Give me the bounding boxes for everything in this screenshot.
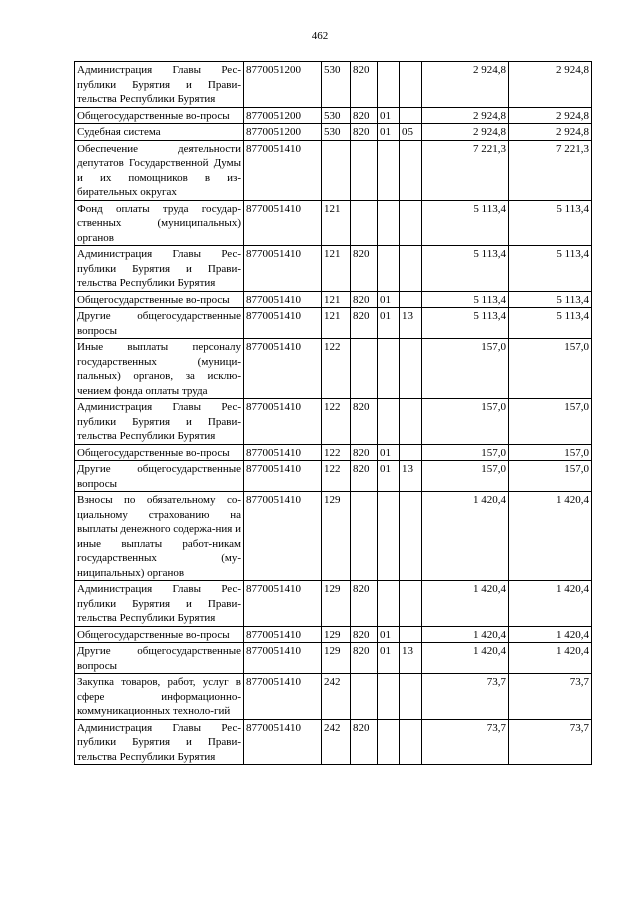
table-row [75, 246, 592, 292]
table-row [75, 581, 592, 627]
administrator-cell [351, 339, 378, 399]
administrator-cell: 820 [351, 291, 378, 308]
table-row [75, 626, 592, 643]
subsection-cell [400, 291, 422, 308]
target-article-cell: 8770051410 [244, 308, 322, 339]
administrator-cell: 820 [351, 626, 378, 643]
administrator-cell [351, 674, 378, 720]
expense-type-cell: 530 [322, 62, 351, 108]
row-name-cell: Взносы по обязательному со-циальному страхованию на выплаты денежного содержа-ния и иные выплаты работ-никам государственных (му-ниципальных) органов [75, 492, 244, 581]
table-row [75, 643, 592, 674]
subsection-cell [400, 581, 422, 627]
subsection-cell: 13 [400, 308, 422, 339]
amount-cell-2: 1 420,4 [509, 643, 592, 674]
target-article-cell: 8770051410 [244, 444, 322, 461]
row-name-cell: Администрация Главы Рес-публики Бурятия и Прави-тельства Республики Бурятия [75, 246, 244, 292]
administrator-cell: 820 [351, 308, 378, 339]
section-cell [378, 674, 400, 720]
amount-cell: 2 924,8 [422, 62, 509, 108]
row-name-cell: Общегосударственные во-просы [75, 107, 244, 124]
target-article-cell: 8770051410 [244, 399, 322, 445]
amount-cell-2: 2 924,8 [509, 62, 592, 108]
expense-type-cell: 242 [322, 719, 351, 765]
row-name-cell: Другие общегосударственные вопросы [75, 643, 244, 674]
target-article-cell: 8770051410 [244, 246, 322, 292]
amount-cell-2: 157,0 [509, 461, 592, 492]
administrator-cell: 820 [351, 444, 378, 461]
row-name-cell: Иные выплаты персоналу государственных (муници-пальных) органов, за исклю-чением фонда оплаты труда [75, 339, 244, 399]
expense-type-cell: 530 [322, 107, 351, 124]
expense-type-cell: 122 [322, 461, 351, 492]
table-body [75, 62, 592, 765]
expense-type-cell: 121 [322, 246, 351, 292]
subsection-cell: 05 [400, 124, 422, 141]
target-article-cell: 8770051410 [244, 200, 322, 246]
amount-cell-2: 7 221,3 [509, 140, 592, 200]
amount-cell-2: 157,0 [509, 444, 592, 461]
row-name-cell: Судебная система [75, 124, 244, 141]
expense-type-cell [322, 140, 351, 200]
row-name-cell: Общегосударственные во-просы [75, 444, 244, 461]
row-name-cell: Администрация Главы Рес-публики Бурятия и Прави-тельства Республики Бурятия [75, 581, 244, 627]
target-article-cell: 8770051410 [244, 140, 322, 200]
row-name-cell: Администрация Главы Рес-публики Бурятия и Прави-тельства Республики Бурятия [75, 62, 244, 108]
amount-cell: 1 420,4 [422, 581, 509, 627]
subsection-cell [400, 339, 422, 399]
subsection-cell: 13 [400, 643, 422, 674]
amount-cell-2: 1 420,4 [509, 492, 592, 581]
expense-type-cell: 122 [322, 399, 351, 445]
amount-cell-2: 5 113,4 [509, 246, 592, 292]
section-cell: 01 [378, 444, 400, 461]
administrator-cell: 820 [351, 581, 378, 627]
section-cell: 01 [378, 643, 400, 674]
amount-cell: 7 221,3 [422, 140, 509, 200]
expense-type-cell: 129 [322, 581, 351, 627]
section-cell: 01 [378, 107, 400, 124]
amount-cell: 157,0 [422, 444, 509, 461]
amount-cell: 73,7 [422, 719, 509, 765]
amount-cell-2: 73,7 [509, 719, 592, 765]
row-name-cell: Общегосударственные во-просы [75, 626, 244, 643]
target-article-cell: 8770051410 [244, 581, 322, 627]
section-cell: 01 [378, 308, 400, 339]
section-cell [378, 140, 400, 200]
administrator-cell: 820 [351, 124, 378, 141]
target-article-cell: 8770051200 [244, 124, 322, 141]
administrator-cell: 820 [351, 719, 378, 765]
budget-table [74, 61, 592, 765]
subsection-cell [400, 719, 422, 765]
target-article-cell: 8770051410 [244, 291, 322, 308]
expense-type-cell: 122 [322, 339, 351, 399]
table-row [75, 339, 592, 399]
expense-type-cell: 129 [322, 643, 351, 674]
table-row [75, 291, 592, 308]
administrator-cell: 820 [351, 246, 378, 292]
amount-cell-2: 157,0 [509, 339, 592, 399]
row-name-cell: Другие общегосударственные вопросы [75, 308, 244, 339]
target-article-cell: 8770051410 [244, 719, 322, 765]
administrator-cell: 820 [351, 461, 378, 492]
section-cell [378, 339, 400, 399]
section-cell [378, 62, 400, 108]
table-row [75, 124, 592, 141]
table-row [75, 140, 592, 200]
administrator-cell [351, 140, 378, 200]
amount-cell-2: 5 113,4 [509, 291, 592, 308]
table-row [75, 674, 592, 720]
page-number: 462 [311, 30, 329, 42]
amount-cell: 1 420,4 [422, 626, 509, 643]
section-cell: 01 [378, 291, 400, 308]
amount-cell: 5 113,4 [422, 291, 509, 308]
expense-type-cell: 530 [322, 124, 351, 141]
expense-type-cell: 121 [322, 200, 351, 246]
amount-cell: 5 113,4 [422, 200, 509, 246]
amount-cell-2: 5 113,4 [509, 308, 592, 339]
expense-type-cell: 129 [322, 492, 351, 581]
table-row [75, 719, 592, 765]
subsection-cell [400, 200, 422, 246]
row-name-cell: Обеспечение деятельности депутатов Государственной Думы и их помощников в из-бирательных округах [75, 140, 244, 200]
table-row [75, 62, 592, 108]
amount-cell-2: 73,7 [509, 674, 592, 720]
target-article-cell: 8770051410 [244, 643, 322, 674]
target-article-cell: 8770051200 [244, 62, 322, 108]
target-article-cell: 8770051410 [244, 492, 322, 581]
subsection-cell [400, 674, 422, 720]
section-cell: 01 [378, 461, 400, 492]
section-cell: 01 [378, 626, 400, 643]
row-name-cell: Общегосударственные во-просы [75, 291, 244, 308]
table-row [75, 399, 592, 445]
expense-type-cell: 121 [322, 308, 351, 339]
administrator-cell: 820 [351, 643, 378, 674]
amount-cell-2: 2 924,8 [509, 107, 592, 124]
target-article-cell: 8770051410 [244, 674, 322, 720]
target-article-cell: 8770051410 [244, 461, 322, 492]
row-name-cell: Другие общегосударственные вопросы [75, 461, 244, 492]
amount-cell: 2 924,8 [422, 107, 509, 124]
target-article-cell: 8770051200 [244, 107, 322, 124]
table-row [75, 107, 592, 124]
amount-cell: 5 113,4 [422, 308, 509, 339]
amount-cell: 73,7 [422, 674, 509, 720]
target-article-cell: 8770051410 [244, 339, 322, 399]
administrator-cell [351, 492, 378, 581]
table-row [75, 492, 592, 581]
expense-type-cell: 122 [322, 444, 351, 461]
section-cell [378, 246, 400, 292]
section-cell [378, 200, 400, 246]
amount-cell-2: 1 420,4 [509, 581, 592, 627]
amount-cell-2: 2 924,8 [509, 124, 592, 141]
administrator-cell [351, 200, 378, 246]
subsection-cell [400, 62, 422, 108]
row-name-cell: Администрация Главы Рес-публики Бурятия и Прави-тельства Республики Бурятия [75, 399, 244, 445]
row-name-cell: Фонд оплаты труда государ-ственных (муниципальных) органов [75, 200, 244, 246]
section-cell: 01 [378, 124, 400, 141]
subsection-cell [400, 626, 422, 643]
subsection-cell [400, 492, 422, 581]
subsection-cell [400, 246, 422, 292]
table-row [75, 308, 592, 339]
table-row [75, 444, 592, 461]
administrator-cell: 820 [351, 399, 378, 445]
amount-cell: 157,0 [422, 461, 509, 492]
subsection-cell [400, 444, 422, 461]
expense-type-cell: 129 [322, 626, 351, 643]
subsection-cell [400, 107, 422, 124]
amount-cell-2: 5 113,4 [509, 200, 592, 246]
amount-cell: 157,0 [422, 339, 509, 399]
subsection-cell [400, 399, 422, 445]
subsection-cell: 13 [400, 461, 422, 492]
amount-cell-2: 157,0 [509, 399, 592, 445]
amount-cell: 1 420,4 [422, 492, 509, 581]
amount-cell: 2 924,8 [422, 124, 509, 141]
expense-type-cell: 121 [322, 291, 351, 308]
section-cell [378, 719, 400, 765]
expense-type-cell: 242 [322, 674, 351, 720]
amount-cell: 157,0 [422, 399, 509, 445]
section-cell [378, 581, 400, 627]
row-name-cell: Администрация Главы Рес-публики Бурятия и Прави-тельства Республики Бурятия [75, 719, 244, 765]
section-cell [378, 399, 400, 445]
amount-cell: 5 113,4 [422, 246, 509, 292]
administrator-cell: 820 [351, 107, 378, 124]
target-article-cell: 8770051410 [244, 626, 322, 643]
table-row [75, 461, 592, 492]
subsection-cell [400, 140, 422, 200]
administrator-cell: 820 [351, 62, 378, 108]
section-cell [378, 492, 400, 581]
amount-cell-2: 1 420,4 [509, 626, 592, 643]
amount-cell: 1 420,4 [422, 643, 509, 674]
row-name-cell: Закупка товаров, работ, услуг в сфере информационно-коммуникационных техноло-гий [75, 674, 244, 720]
table-row [75, 200, 592, 246]
